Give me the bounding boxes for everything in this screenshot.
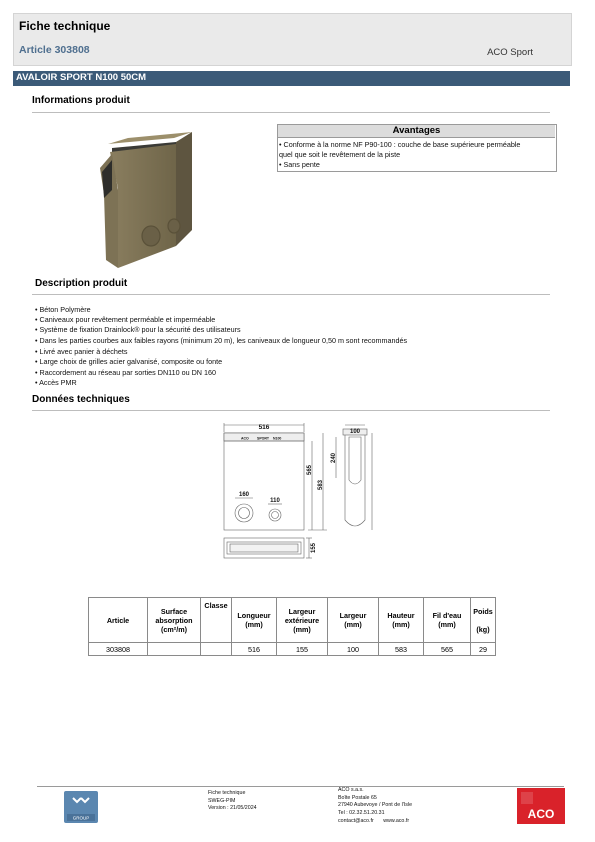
section-divider [32,410,550,411]
description-item: • Caniveaux pour revêtement perméable et imperméable [35,315,216,324]
footer-company-phone: Tel : 02.32.51.20.31 [338,810,385,817]
header-largeur-exterieure: Largeur extérieure (mm) [277,598,328,643]
section-divider [32,112,550,113]
dim-length-label: 516 [258,424,270,431]
header-hauteur: Hauteur (mm) [379,598,424,643]
article-number: Article 303808 [19,44,90,56]
description-item: • Livré avec panier à déchets [35,347,128,356]
plate-text-sport: SPORT [257,436,270,441]
table-row [89,643,496,656]
dim-160-label: 160 [238,492,250,498]
cell-hauteur: 583 [379,643,424,656]
advantage-item: • Conforme à la norme NF P90-100 : couche de base supérieure perméable [279,140,521,149]
product-image [88,128,203,273]
section-title-description: Description produit [35,278,128,289]
cell-article: 303808 [89,643,148,656]
technical-table [88,597,496,656]
cell-longueur: 516 [232,643,277,656]
section-title-info: Informations produit [32,95,130,106]
brand-name: ACO Sport [487,47,533,58]
technical-drawing [205,420,385,570]
document-title: Fiche technique [19,19,111,33]
header-largeur: Largeur (mm) [328,598,379,643]
footer-company-city: 27940 Aubevoye / Pont de l'Isle [338,802,413,809]
cell-poids: 29 [471,643,496,656]
section-title-technical: Données techniques [32,394,130,405]
dim-583-label: 583 [318,479,324,491]
cell-fil-d-eau: 565 [424,643,471,656]
header-poids: Poids (kg) [471,598,496,643]
section-divider [32,294,550,295]
cell-classe [201,643,232,656]
table-header-row [89,598,496,643]
dim-240-label: 240 [331,452,337,464]
dim-width-label: 100 [349,429,361,435]
group-logo-text: GROUP [72,815,90,821]
dim-565-label: 565 [307,464,313,476]
advantage-item-continued: quel que soit le revêtement de la piste [279,150,401,159]
header-fil-d-eau: Fil d'eau (mm) [424,598,471,643]
footer-divider [37,786,564,787]
description-item: • Béton Polymère [35,305,91,314]
footer-website-link[interactable]: www.aco.fr [383,817,410,824]
advantage-item: • Sans pente [279,160,320,169]
dim-110-label: 110 [270,498,280,504]
footer-company-info [338,787,412,826]
header-article: Article [89,598,148,643]
header-surface-absorption: Surface absorption (cm²/m) [148,598,201,643]
cell-surface [148,643,201,656]
dim-155-label: 155 [311,542,317,554]
footer-doc-type: Fiche technique [208,790,246,796]
aco-logo-text: ACO [527,807,555,821]
cell-largeur: 100 [328,643,379,656]
footer-doc-code: SWEG-PIM [208,797,236,804]
description-item: • Large choix de grilles acier galvanisé, composite ou fonte [35,357,223,366]
header-classe: Classe [201,598,232,643]
header-longueur: Longueur (mm) [232,598,277,643]
description-item: • Accès PMR [35,378,77,387]
footer-email-link[interactable]: contact@aco.fr [338,817,374,824]
description-item: • Dans les parties courbes aux faibles rayons (minimum 20 m), les caniveaux de longueur 0,50 m sont recommandés [35,336,408,345]
description-item: • Système de fixation Drainlock® pour la sécurité des utilisateurs [35,325,241,334]
footer-company-po-box: Boîte Postale 65 [338,794,377,801]
group-logo [64,791,98,823]
plate-text-aco: ACO [241,436,249,441]
advantages-title: Avantages [278,125,555,138]
footer-doc-version: Version : 21/05/2024 [208,805,257,812]
footer-company-name: ACO s.a.s. [338,787,364,793]
plate-text-n100: N100 [273,436,282,441]
aco-logo [517,788,565,824]
footer-document-info [208,790,257,813]
product-name: AVALOIR SPORT N100 50CM [16,72,147,83]
cell-largeur-exterieure: 155 [277,643,328,656]
description-item: • Raccordement au réseau par sorties DN110 ou DN 160 [35,368,216,377]
